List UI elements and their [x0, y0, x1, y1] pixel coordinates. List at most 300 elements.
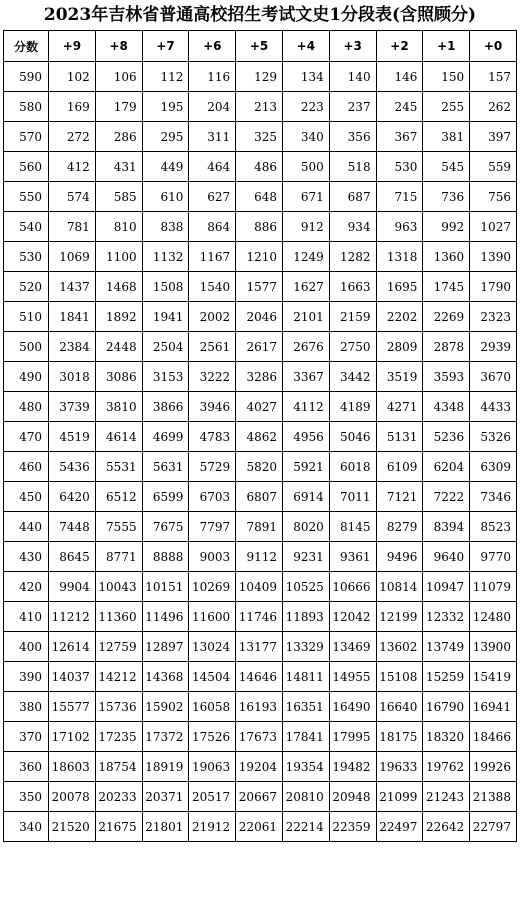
- count-cell: 17841: [282, 722, 329, 752]
- count-cell: 4699: [142, 422, 189, 452]
- count-cell: 15902: [142, 692, 189, 722]
- count-cell: 20078: [49, 782, 96, 812]
- count-cell: 3866: [142, 392, 189, 422]
- count-cell: 15259: [423, 662, 470, 692]
- count-cell: 464: [189, 152, 236, 182]
- count-cell: 1540: [189, 272, 236, 302]
- count-cell: 12759: [95, 632, 142, 662]
- score-cell: 460: [4, 452, 49, 482]
- count-cell: 20810: [282, 782, 329, 812]
- count-cell: 610: [142, 182, 189, 212]
- header-offset: +2: [376, 31, 423, 62]
- header-offset: +8: [95, 31, 142, 62]
- count-cell: 20371: [142, 782, 189, 812]
- count-cell: 2676: [282, 332, 329, 362]
- count-cell: 4189: [329, 392, 376, 422]
- table-row: [4, 302, 517, 332]
- count-cell: 5820: [236, 452, 283, 482]
- count-cell: 585: [95, 182, 142, 212]
- table-header: [4, 31, 517, 62]
- header-offset: +6: [189, 31, 236, 62]
- table-row: [4, 422, 517, 452]
- page-title: 2023年吉林省普通高校招生考试文史1分段表(含照顾分): [43, 5, 477, 25]
- count-cell: 12614: [49, 632, 96, 662]
- count-cell: 5531: [95, 452, 142, 482]
- count-cell: 18919: [142, 752, 189, 782]
- count-cell: 1390: [470, 242, 517, 272]
- table-row: [4, 512, 517, 542]
- count-cell: 8394: [423, 512, 470, 542]
- score-cell: 580: [4, 92, 49, 122]
- count-cell: 245: [376, 92, 423, 122]
- count-cell: 545: [423, 152, 470, 182]
- count-cell: 8523: [470, 512, 517, 542]
- count-cell: 12480: [470, 602, 517, 632]
- count-cell: 7346: [470, 482, 517, 512]
- count-cell: 10947: [423, 572, 470, 602]
- count-cell: 12199: [376, 602, 423, 632]
- count-cell: 6204: [423, 452, 470, 482]
- count-cell: 11496: [142, 602, 189, 632]
- count-cell: 886: [236, 212, 283, 242]
- count-cell: 22214: [282, 812, 329, 842]
- count-cell: 1790: [470, 272, 517, 302]
- count-cell: 18466: [470, 722, 517, 752]
- count-cell: 17235: [95, 722, 142, 752]
- count-cell: 7121: [376, 482, 423, 512]
- count-cell: 3222: [189, 362, 236, 392]
- count-cell: 129: [236, 62, 283, 92]
- score-cell: 450: [4, 482, 49, 512]
- header-row: [4, 31, 517, 62]
- count-cell: 1892: [95, 302, 142, 332]
- count-cell: 1210: [236, 242, 283, 272]
- count-cell: 4862: [236, 422, 283, 452]
- count-cell: 13900: [470, 632, 517, 662]
- count-cell: 4348: [423, 392, 470, 422]
- count-cell: 2939: [470, 332, 517, 362]
- count-cell: 2101: [282, 302, 329, 332]
- count-cell: 11600: [189, 602, 236, 632]
- count-cell: 255: [423, 92, 470, 122]
- count-cell: 781: [49, 212, 96, 242]
- count-cell: 19762: [423, 752, 470, 782]
- count-cell: 1627: [282, 272, 329, 302]
- count-cell: 8645: [49, 542, 96, 572]
- count-cell: 5921: [282, 452, 329, 482]
- table-row: [4, 452, 517, 482]
- count-cell: 3946: [189, 392, 236, 422]
- count-cell: 116: [189, 62, 236, 92]
- count-cell: 11746: [236, 602, 283, 632]
- count-cell: 671: [282, 182, 329, 212]
- count-cell: 286: [95, 122, 142, 152]
- count-cell: 934: [329, 212, 376, 242]
- count-cell: 1249: [282, 242, 329, 272]
- table-row: [4, 812, 517, 842]
- count-cell: 146: [376, 62, 423, 92]
- count-cell: 19633: [376, 752, 423, 782]
- count-cell: 2323: [470, 302, 517, 332]
- count-cell: 13602: [376, 632, 423, 662]
- count-cell: 648: [236, 182, 283, 212]
- count-cell: 3018: [49, 362, 96, 392]
- score-cell: 390: [4, 662, 49, 692]
- count-cell: 6512: [95, 482, 142, 512]
- count-cell: 16193: [236, 692, 283, 722]
- count-cell: 18320: [423, 722, 470, 752]
- score-cell: 470: [4, 422, 49, 452]
- count-cell: 11079: [470, 572, 517, 602]
- count-cell: 13024: [189, 632, 236, 662]
- table-row: [4, 122, 517, 152]
- count-cell: 16941: [470, 692, 517, 722]
- count-cell: 6703: [189, 482, 236, 512]
- count-cell: 21675: [95, 812, 142, 842]
- count-cell: 3810: [95, 392, 142, 422]
- table-row: [4, 572, 517, 602]
- count-cell: 17673: [236, 722, 283, 752]
- count-cell: 18754: [95, 752, 142, 782]
- count-cell: 7675: [142, 512, 189, 542]
- count-cell: 1132: [142, 242, 189, 272]
- table-row: [4, 482, 517, 512]
- count-cell: 4433: [470, 392, 517, 422]
- count-cell: 19204: [236, 752, 283, 782]
- count-cell: 1745: [423, 272, 470, 302]
- count-cell: 13177: [236, 632, 283, 662]
- count-cell: 213: [236, 92, 283, 122]
- count-cell: 21388: [470, 782, 517, 812]
- count-cell: 20517: [189, 782, 236, 812]
- score-cell: 540: [4, 212, 49, 242]
- count-cell: 10409: [236, 572, 283, 602]
- score-cell: 350: [4, 782, 49, 812]
- count-cell: 12897: [142, 632, 189, 662]
- table-row: [4, 212, 517, 242]
- count-cell: 2159: [329, 302, 376, 332]
- count-cell: 150: [423, 62, 470, 92]
- count-cell: 9231: [282, 542, 329, 572]
- count-cell: 16640: [376, 692, 423, 722]
- count-cell: 21520: [49, 812, 96, 842]
- count-cell: 19354: [282, 752, 329, 782]
- count-cell: 6914: [282, 482, 329, 512]
- count-cell: 19926: [470, 752, 517, 782]
- score-cell: 370: [4, 722, 49, 752]
- count-cell: 1577: [236, 272, 283, 302]
- count-cell: 1167: [189, 242, 236, 272]
- count-cell: 7555: [95, 512, 142, 542]
- count-cell: 1695: [376, 272, 423, 302]
- count-cell: 15736: [95, 692, 142, 722]
- count-cell: 22797: [470, 812, 517, 842]
- count-cell: 1468: [95, 272, 142, 302]
- count-cell: 810: [95, 212, 142, 242]
- count-cell: 449: [142, 152, 189, 182]
- count-cell: 9112: [236, 542, 283, 572]
- table-row: [4, 722, 517, 752]
- count-cell: 627: [189, 182, 236, 212]
- count-cell: 356: [329, 122, 376, 152]
- score-cell: 570: [4, 122, 49, 152]
- count-cell: 838: [142, 212, 189, 242]
- count-cell: 19063: [189, 752, 236, 782]
- count-cell: 311: [189, 122, 236, 152]
- count-cell: 992: [423, 212, 470, 242]
- count-cell: 6309: [470, 452, 517, 482]
- count-cell: 367: [376, 122, 423, 152]
- table-row: [4, 272, 517, 302]
- count-cell: 2809: [376, 332, 423, 362]
- count-cell: 4271: [376, 392, 423, 422]
- table-row: [4, 182, 517, 212]
- score-cell: 520: [4, 272, 49, 302]
- count-cell: 16490: [329, 692, 376, 722]
- count-cell: 12332: [423, 602, 470, 632]
- table-row: [4, 392, 517, 422]
- count-cell: 8771: [95, 542, 142, 572]
- count-cell: 9496: [376, 542, 423, 572]
- count-cell: 1100: [95, 242, 142, 272]
- count-cell: 13749: [423, 632, 470, 662]
- count-cell: 18175: [376, 722, 423, 752]
- count-cell: 9904: [49, 572, 96, 602]
- count-cell: 16058: [189, 692, 236, 722]
- header-offset: +1: [423, 31, 470, 62]
- count-cell: 13469: [329, 632, 376, 662]
- count-cell: 4027: [236, 392, 283, 422]
- count-cell: 5436: [49, 452, 96, 482]
- count-cell: 574: [49, 182, 96, 212]
- count-cell: 340: [282, 122, 329, 152]
- count-cell: 21243: [423, 782, 470, 812]
- count-cell: 5326: [470, 422, 517, 452]
- count-cell: 2561: [189, 332, 236, 362]
- count-cell: 6420: [49, 482, 96, 512]
- count-cell: 4112: [282, 392, 329, 422]
- count-cell: 20948: [329, 782, 376, 812]
- count-cell: 3442: [329, 362, 376, 392]
- table-row: [4, 242, 517, 272]
- count-cell: 169: [49, 92, 96, 122]
- score-cell: 430: [4, 542, 49, 572]
- count-cell: 912: [282, 212, 329, 242]
- count-cell: 8888: [142, 542, 189, 572]
- count-cell: 9770: [470, 542, 517, 572]
- count-cell: 18603: [49, 752, 96, 782]
- count-cell: 14504: [189, 662, 236, 692]
- count-cell: 397: [470, 122, 517, 152]
- count-cell: 2448: [95, 332, 142, 362]
- count-cell: 22642: [423, 812, 470, 842]
- count-cell: 10814: [376, 572, 423, 602]
- header-offset: +0: [470, 31, 517, 62]
- score-cell: 410: [4, 602, 49, 632]
- count-cell: 17526: [189, 722, 236, 752]
- count-cell: 3593: [423, 362, 470, 392]
- count-cell: 486: [236, 152, 283, 182]
- count-cell: 8279: [376, 512, 423, 542]
- table-row: [4, 782, 517, 812]
- count-cell: 14368: [142, 662, 189, 692]
- count-cell: 15419: [470, 662, 517, 692]
- count-cell: 134: [282, 62, 329, 92]
- count-cell: 14212: [95, 662, 142, 692]
- count-cell: 22359: [329, 812, 376, 842]
- count-cell: 2504: [142, 332, 189, 362]
- table-row: [4, 332, 517, 362]
- count-cell: 10525: [282, 572, 329, 602]
- count-cell: 8020: [282, 512, 329, 542]
- count-cell: 518: [329, 152, 376, 182]
- count-cell: 10666: [329, 572, 376, 602]
- count-cell: 2878: [423, 332, 470, 362]
- count-cell: 7011: [329, 482, 376, 512]
- score-cell: 490: [4, 362, 49, 392]
- count-cell: 10151: [142, 572, 189, 602]
- count-cell: 6807: [236, 482, 283, 512]
- count-cell: 6018: [329, 452, 376, 482]
- count-cell: 7797: [189, 512, 236, 542]
- count-cell: 2384: [49, 332, 96, 362]
- count-cell: 4614: [95, 422, 142, 452]
- count-cell: 4519: [49, 422, 96, 452]
- count-cell: 1318: [376, 242, 423, 272]
- count-cell: 157: [470, 62, 517, 92]
- count-cell: 7891: [236, 512, 283, 542]
- count-cell: 22061: [236, 812, 283, 842]
- count-cell: 864: [189, 212, 236, 242]
- count-cell: 1941: [142, 302, 189, 332]
- count-cell: 687: [329, 182, 376, 212]
- count-cell: 20233: [95, 782, 142, 812]
- score-cell: 530: [4, 242, 49, 272]
- score-cell: 420: [4, 572, 49, 602]
- count-cell: 9003: [189, 542, 236, 572]
- count-cell: 14037: [49, 662, 96, 692]
- score-cell: 380: [4, 692, 49, 722]
- count-cell: 5046: [329, 422, 376, 452]
- count-cell: 756: [470, 182, 517, 212]
- score-cell: 360: [4, 752, 49, 782]
- score-cell: 480: [4, 392, 49, 422]
- count-cell: 6599: [142, 482, 189, 512]
- count-cell: 14811: [282, 662, 329, 692]
- count-cell: 15108: [376, 662, 423, 692]
- count-cell: 102: [49, 62, 96, 92]
- count-cell: 262: [470, 92, 517, 122]
- count-cell: 12042: [329, 602, 376, 632]
- table-row: [4, 602, 517, 632]
- count-cell: 5631: [142, 452, 189, 482]
- count-cell: 381: [423, 122, 470, 152]
- header-offset: +5: [236, 31, 283, 62]
- score-cell: 500: [4, 332, 49, 362]
- count-cell: 10043: [95, 572, 142, 602]
- count-cell: 1069: [49, 242, 96, 272]
- score-cell: 560: [4, 152, 49, 182]
- count-cell: 19482: [329, 752, 376, 782]
- count-cell: 1027: [470, 212, 517, 242]
- count-cell: 22497: [376, 812, 423, 842]
- count-cell: 2617: [236, 332, 283, 362]
- count-cell: 4956: [282, 422, 329, 452]
- count-cell: 7448: [49, 512, 96, 542]
- count-cell: 3519: [376, 362, 423, 392]
- table-row: [4, 152, 517, 182]
- table-row: [4, 632, 517, 662]
- count-cell: 11893: [282, 602, 329, 632]
- count-cell: 412: [49, 152, 96, 182]
- count-cell: 500: [282, 152, 329, 182]
- header-offset: +4: [282, 31, 329, 62]
- count-cell: 9640: [423, 542, 470, 572]
- count-cell: 6109: [376, 452, 423, 482]
- count-cell: 11212: [49, 602, 96, 632]
- count-cell: 2046: [236, 302, 283, 332]
- count-cell: 5729: [189, 452, 236, 482]
- table-row: [4, 752, 517, 782]
- count-cell: 2750: [329, 332, 376, 362]
- count-cell: 21801: [142, 812, 189, 842]
- score-cell: 510: [4, 302, 49, 332]
- count-cell: 1841: [49, 302, 96, 332]
- table-row: [4, 662, 517, 692]
- count-cell: 7222: [423, 482, 470, 512]
- count-cell: 1663: [329, 272, 376, 302]
- count-cell: 2002: [189, 302, 236, 332]
- count-cell: 8145: [329, 512, 376, 542]
- count-cell: 16351: [282, 692, 329, 722]
- count-cell: 106: [95, 62, 142, 92]
- count-cell: 21099: [376, 782, 423, 812]
- count-cell: 14955: [329, 662, 376, 692]
- count-cell: 17372: [142, 722, 189, 752]
- count-cell: 3670: [470, 362, 517, 392]
- count-cell: 530: [376, 152, 423, 182]
- count-cell: 204: [189, 92, 236, 122]
- score-cell: 340: [4, 812, 49, 842]
- count-cell: 559: [470, 152, 517, 182]
- count-cell: 223: [282, 92, 329, 122]
- table-row: [4, 92, 517, 122]
- count-cell: 17995: [329, 722, 376, 752]
- count-cell: 179: [95, 92, 142, 122]
- count-cell: 5236: [423, 422, 470, 452]
- count-cell: 2202: [376, 302, 423, 332]
- table-row: [4, 542, 517, 572]
- count-cell: 112: [142, 62, 189, 92]
- score-cell: 590: [4, 62, 49, 92]
- table-row: [4, 692, 517, 722]
- score-cell: 400: [4, 632, 49, 662]
- count-cell: 431: [95, 152, 142, 182]
- count-cell: 16790: [423, 692, 470, 722]
- count-cell: 20667: [236, 782, 283, 812]
- count-cell: 21912: [189, 812, 236, 842]
- table-row: [4, 62, 517, 92]
- count-cell: 736: [423, 182, 470, 212]
- count-cell: 272: [49, 122, 96, 152]
- count-cell: 9361: [329, 542, 376, 572]
- count-cell: 963: [376, 212, 423, 242]
- count-cell: 10269: [189, 572, 236, 602]
- count-cell: 11360: [95, 602, 142, 632]
- header-offset: +3: [329, 31, 376, 62]
- count-cell: 5131: [376, 422, 423, 452]
- count-cell: 140: [329, 62, 376, 92]
